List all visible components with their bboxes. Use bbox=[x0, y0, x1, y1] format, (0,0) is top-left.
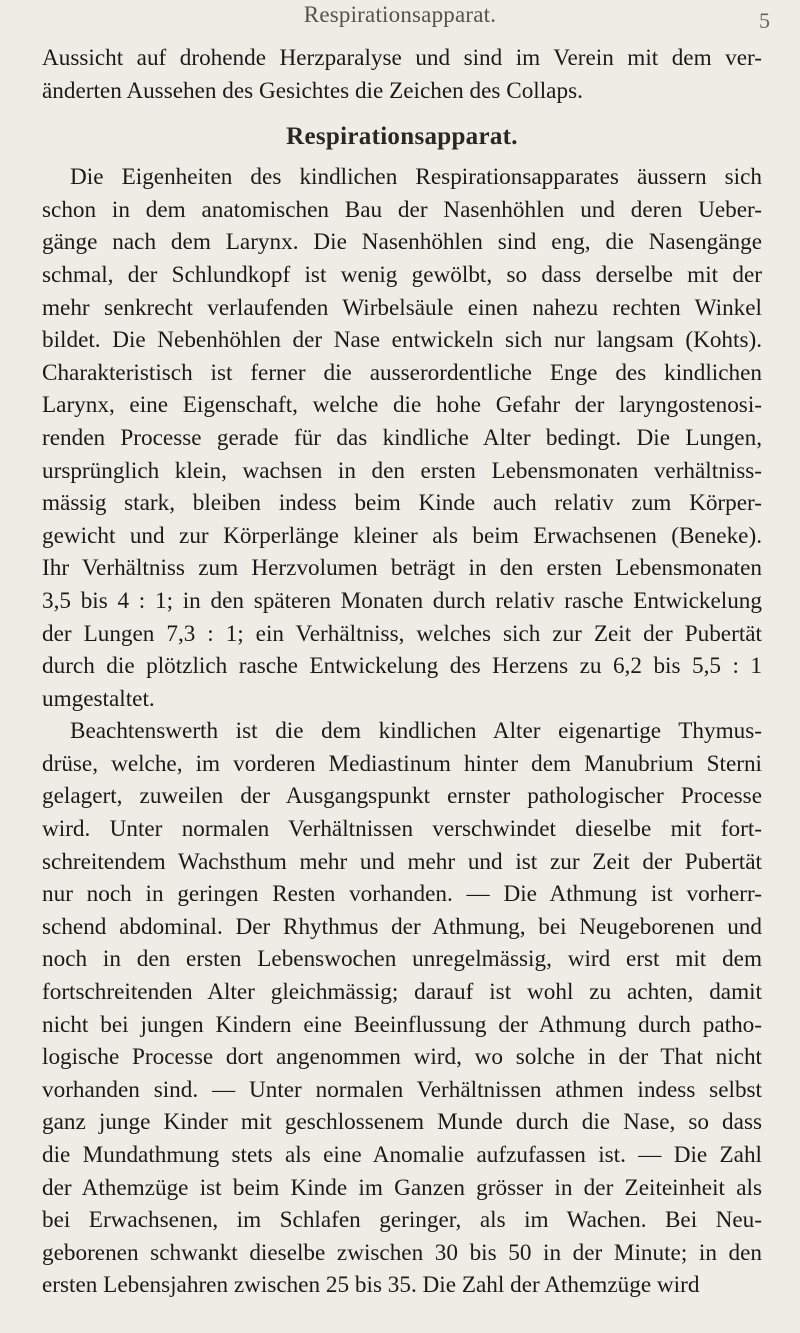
text-line: bei Erwachsenen, im Schlafen geringer, als im Wachen. Bei Neu- bbox=[42, 1207, 762, 1234]
paragraph bbox=[42, 715, 762, 1302]
text-line: änderten Aussehen des Gesichtes die Zeichen des Collaps. bbox=[42, 77, 583, 104]
text-line: ganz junge Kinder mit geschlossenem Munde durch die Nase, so dass bbox=[42, 1109, 762, 1136]
text-line: Ihr Verhältniss zum Herzvolumen beträgt in den ersten Lebensmonaten bbox=[42, 555, 762, 582]
text-line: gelagert, zuweilen der Ausgangspunkt ernster pathologischer Processe bbox=[42, 783, 762, 810]
text-line: mässig stark, bleiben indess beim Kinde auch relativ zum Körper- bbox=[42, 490, 762, 517]
text-line: schreitendem Wachsthum mehr und mehr und ist zur Zeit der Pubertät bbox=[42, 848, 762, 875]
text-line: fortschreitenden Alter gleichmässig; darauf ist wohl zu achten, damit bbox=[42, 979, 762, 1006]
body-text bbox=[42, 42, 762, 1302]
section-heading: Respirationsapparat. bbox=[286, 123, 518, 151]
text-line: wird. Unter normalen Verhältnissen verschwindet dieselbe mit fort- bbox=[42, 816, 762, 843]
text-line: ursprünglich klein, wachsen in den ersten Lebensmonaten verhältniss- bbox=[42, 457, 762, 484]
running-header bbox=[0, 2, 800, 32]
text-line: schon in dem anatomischen Bau der Nasenhöhlen und deren Ueber- bbox=[42, 196, 762, 223]
text-line: logische Processe dort angenommen wird, wo solche in der That nicht bbox=[42, 1044, 762, 1071]
text-line: die Mundathmung stets als eine Anomalie aufzufassen ist. — Die Zahl bbox=[42, 1142, 762, 1168]
text-line: mehr senkrecht verlaufenden Wirbelsäule einen nahezu rechten Winkel bbox=[42, 294, 762, 321]
text-line: der Lungen 7,3 : 1; ein Verhältniss, welches sich zur Zeit der Pubertät bbox=[42, 620, 762, 647]
text-line: 3,5 bis 4 : 1; in den späteren Monaten durch relativ rasche Entwickelung bbox=[42, 587, 762, 614]
page-number: 5 bbox=[759, 8, 770, 33]
text-line: renden Processe gerade für das kindliche Alter bedingt. Die Lungen, bbox=[42, 424, 762, 451]
text-line: geborenen schwankt dieselbe zwischen 30 bis 50 in der Minute; in den bbox=[42, 1239, 762, 1266]
text-line: durch die plötzlich rasche Entwickelung des Herzens zu 6,2 bis 5,5 : 1 bbox=[42, 653, 762, 680]
text-line: schmal, der Schlundkopf ist wenig gewölbt, so dass derselbe mit der bbox=[42, 261, 762, 288]
text-line: drüse, welche, im vorderen Mediastinum hinter dem Manubrium Sterni bbox=[42, 750, 762, 777]
text-line: noch in den ersten Lebenswochen unregelmässig, wird erst mit dem bbox=[42, 946, 762, 973]
text-line: Die Eigenheiten des kindlichen Respirationsapparates äussern sich bbox=[70, 164, 762, 191]
text-line: der Athemzüge ist beim Kinde im Ganzen grösser in der Zeiteinheit als bbox=[42, 1174, 762, 1201]
text-line: Charakteristisch ist ferner die ausserordentliche Enge des kindlichen bbox=[42, 359, 762, 386]
text-line: nur noch in geringen Resten vorhanden. — Die Athmung ist vorherr- bbox=[42, 881, 762, 908]
text-line: Beachtenswerth ist die dem kindlichen Alter eigenartige Thymus- bbox=[70, 718, 762, 745]
paragraph bbox=[42, 161, 762, 715]
text-line: gewicht und zur Körperlänge kleiner als beim Erwachsenen (Beneke). bbox=[42, 522, 762, 549]
text-line: vorhanden sind. — Unter normalen Verhältnissen athmen indess selbst bbox=[42, 1076, 762, 1103]
text-line: gänge nach dem Larynx. Die Nasenhöhlen sind eng, die Nasengänge bbox=[42, 229, 762, 256]
text-line: bildet. Die Nebenhöhlen der Nase entwickeln sich nur langsam (Kohts). bbox=[42, 327, 762, 354]
text-line: Larynx, eine Eigenschaft, welche die hohe Gefahr der laryngostenosi- bbox=[42, 392, 762, 419]
text-line: nicht bei jungen Kindern eine Beeinflussung der Athmung durch patho- bbox=[42, 1011, 762, 1038]
running-title: Respirationsapparat. bbox=[303, 2, 497, 27]
text-line: ersten Lebensjahren zwischen 25 bis 35. Die Zahl der Athemzüge wird bbox=[42, 1272, 700, 1299]
text-line: umgestaltet. bbox=[42, 685, 155, 712]
text-line: schend abdominal. Der Rhythmus der Athmung, bei Neugeborenen und bbox=[42, 913, 762, 940]
text-line: Aussicht auf drohende Herzparalyse und sind im Verein mit dem ver- bbox=[42, 45, 762, 71]
